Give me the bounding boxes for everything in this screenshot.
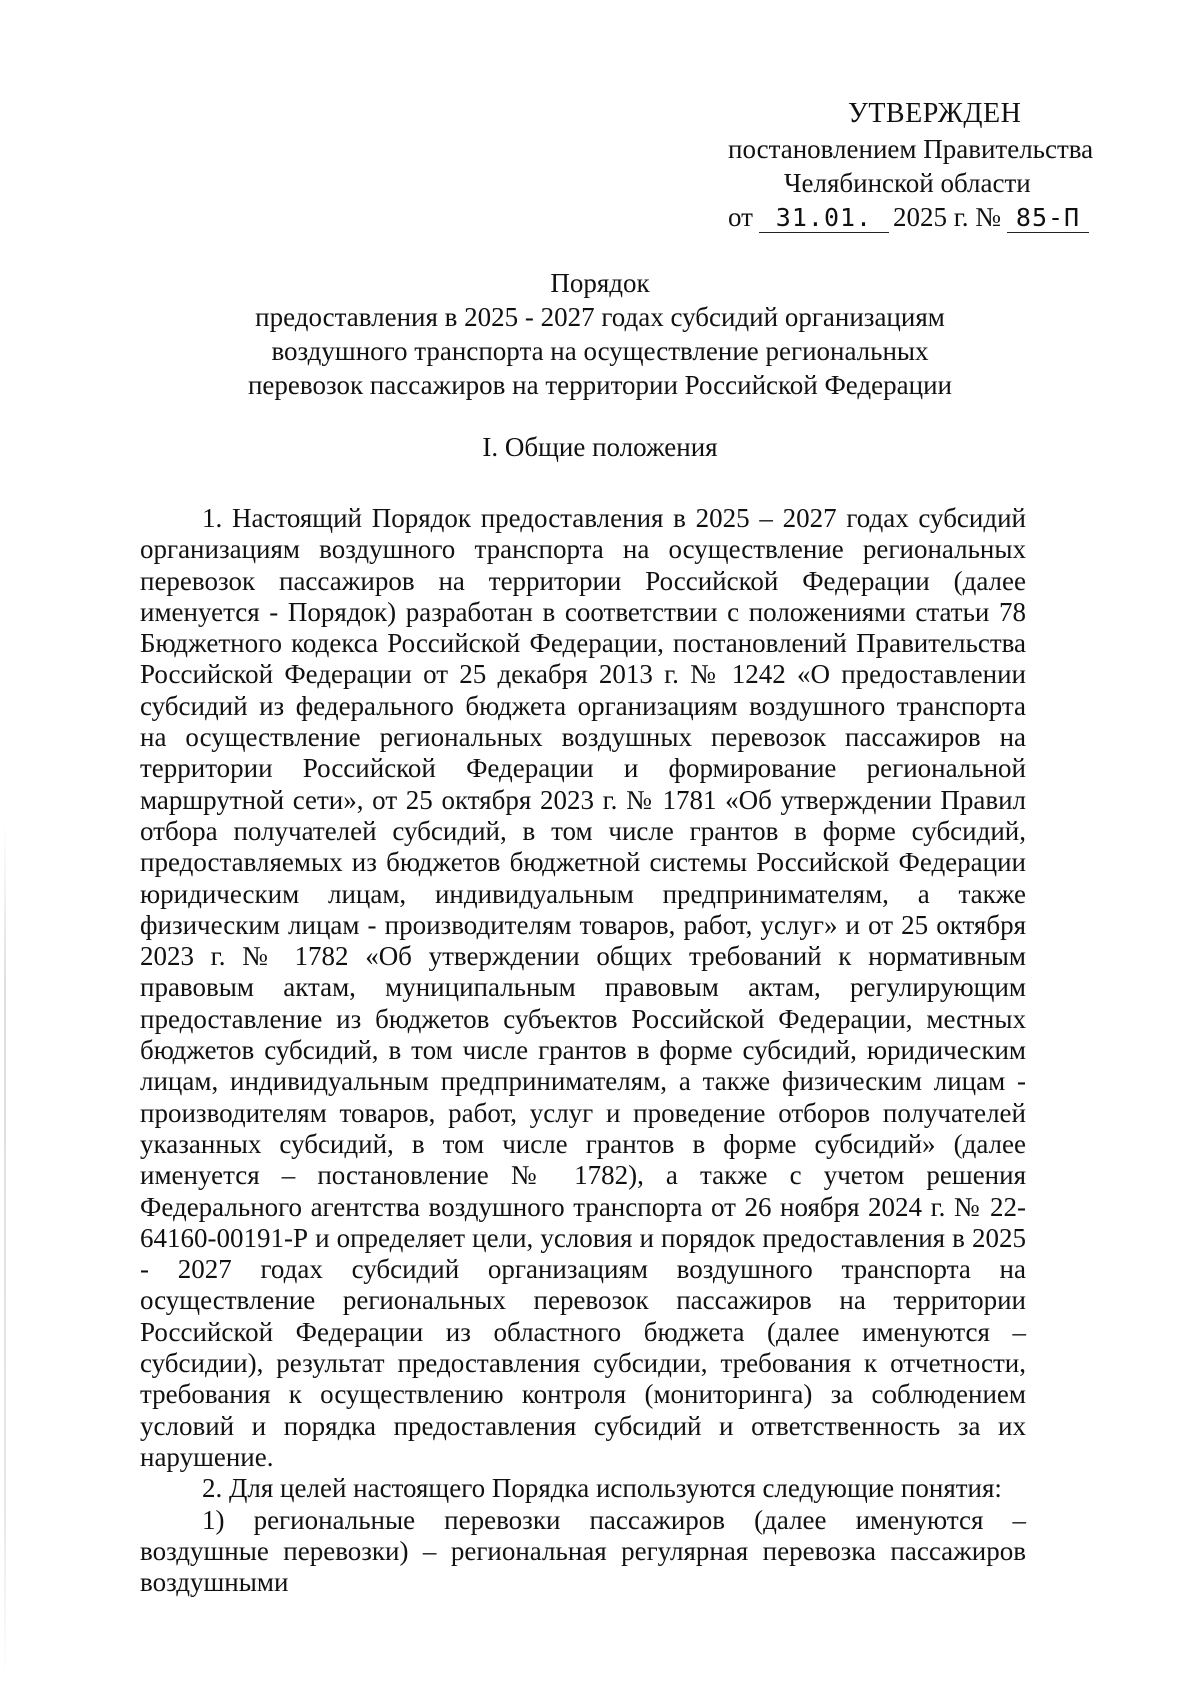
approval-line-region: Челябинской области [784,168,1031,198]
approval-date-prefix: от [728,202,753,232]
approval-line-decree: постановлением Правительства [728,134,1094,164]
approval-title: УТВЕРЖДЕН [848,98,1022,129]
paragraph-3: 1) региональные перевозки пассажиров (далее именуются – воздушные перевозки) – региональная регулярная перевозка пассажиров воздушными [140,1504,1026,1598]
scan-edge-shadow [4,820,6,1680]
document-body [140,503,1026,1598]
approval-date-value: 31.01. [759,204,889,233]
paragraph-2: 2. Для целей настоящего Порядка используются следующие понятия: [202,1473,1002,1504]
section-heading: I. Общие положения [482,432,718,462]
title-line-1: предоставления в 2025 - 2027 годах субсидий организациям [255,302,945,332]
title-line-2: воздушного транспорта на осуществление региональных [271,336,929,366]
title-heading: Порядок [550,268,650,298]
approval-date-line [728,200,1089,235]
title-line-3: перевозок пассажиров на территории Российской Федерации [247,370,952,400]
approval-number-value: 85-П [1007,204,1089,233]
paragraph-1: 1. Настоящий Порядок предоставления в 2025 – 2027 годах субсидий организациям воздушного транспорта на осуществление региональных перевозок пассажиров на территории Российской Федерации (далее именуется - Порядок) разработан в соответствии с положениями статьи 78 Бюджетного кодекса Российской Федерации, постановлений Правительства Российской Федерации от 25 декабря 2013 г. № 1242 «О предоставлении субсидий из федерального бюджета организациям воздушного транспорта на осуществление региональных воздушных перевозок пассажиров на территории Российской Федерации и формирование региональной маршрутной сети», от 25 октября 2023 г. № 1781 «Об утверждении Правил отбора получателей субсидий, в том числе грантов в форме субсидий, предоставляемых из бюджетов бюджетной системы Российской Федерации юридическим лицам, индивидуальным предпринимателям, а также физическим лицам - производителям товаров, работ, услуг» и от 25 октября 2023 г. № 1782 «Об утверждении общих требований к нормативным правовым актам, муниципальным правовым актам, регулирующим предоставление из бюджетов субъектов Российской Федерации, местных бюджетов субсидий, в том числе грантов в форме субсидий, юридическим лицам, индивидуальным предпринимателям, а также физическим лицам - производителям товаров, работ, услуг и проведение отборов получателей указанных субсидий, в том числе грантов в форме субсидий» (далее именуется – постановление № 1782), а также с учетом решения Федерального агентства воздушного транспорта от 26 ноября 2024 г. № 22-64160-00191-Р и определяет цели, условия и порядок предоставления в 2025 - 2027 годах субсидий организациям воздушного транспорта на осуществление региональных перевозок пассажиров на территории Российской Федерации из областного бюджета (далее именуются – субсидии), результат предоставления субсидии, требования к отчетности, требования к осуществлению контроля (мониторинга) за соблюдением условий и порядка предоставления субсидий и ответственность за их нарушение. [140,503,1026,1472]
approval-year-text: 2025 г. № [892,202,1001,232]
document-title [120,266,1080,402]
